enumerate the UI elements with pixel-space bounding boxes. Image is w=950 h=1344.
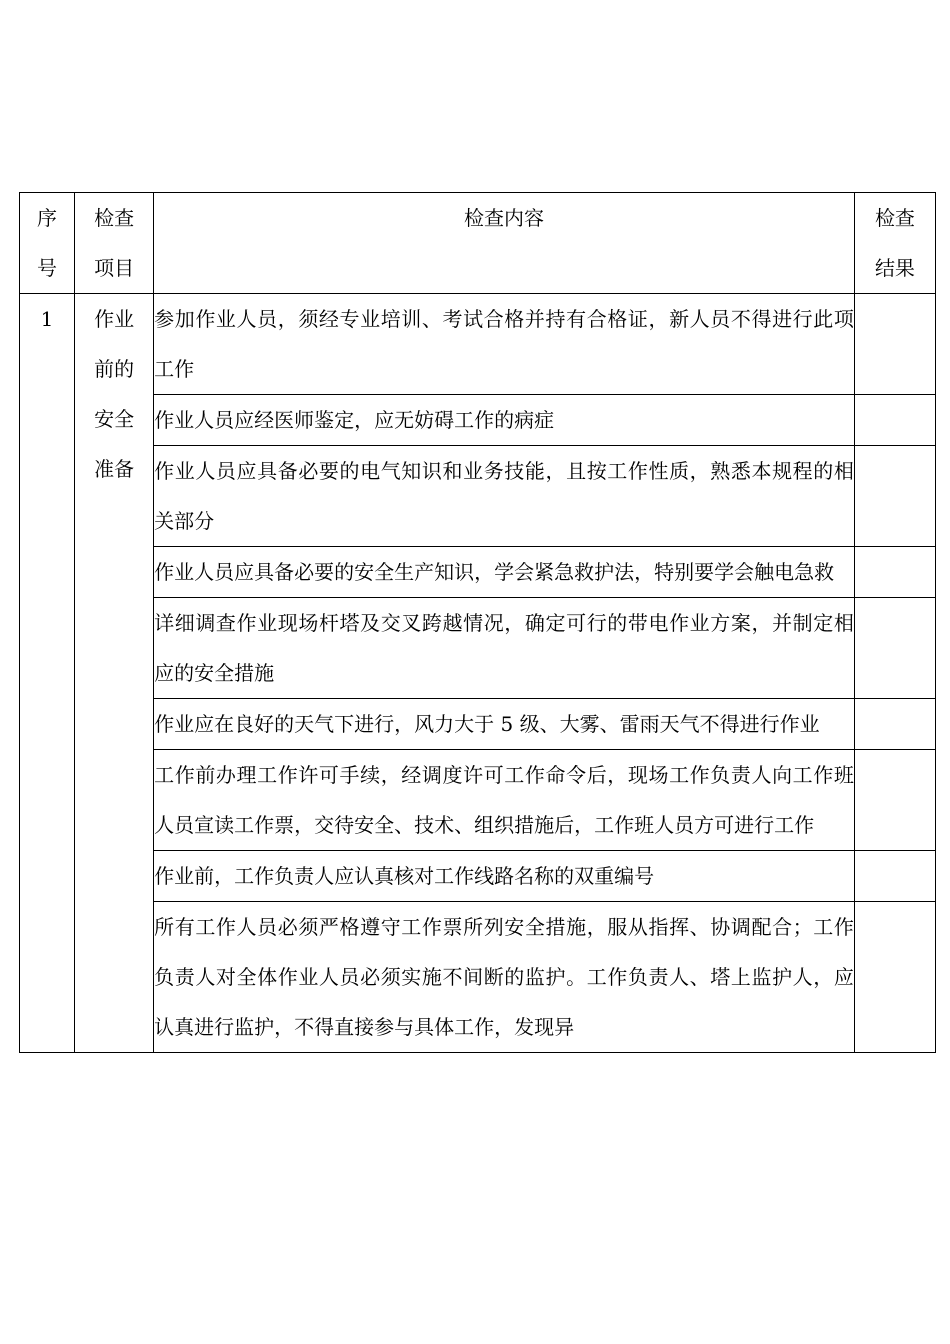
header-result-line: 检查 [874,206,915,230]
section-item-line: 前的 [94,357,135,381]
row-result[interactable] [854,851,935,902]
row-result[interactable] [854,547,935,598]
header-item-line: 项目 [94,256,135,280]
section-item [75,294,154,1053]
table-row [20,395,936,446]
row-result[interactable] [854,598,935,699]
table-row [20,699,936,750]
section-item-line: 安全 [94,407,135,431]
row-content: 作业应在良好的天气下进行，风力大于 5 级、大雾、雷雨天气不得进行作业 [154,699,855,750]
row-result[interactable] [854,294,935,395]
header-item [75,193,154,294]
row-content: 作业前，工作负责人应认真核对工作线路名称的双重编号 [154,851,855,902]
row-result[interactable] [854,395,935,446]
table-header-row [20,193,936,294]
row-content: 工作前办理工作许可手续，经调度许可工作命令后，现场工作负责人向工作班人员宣读工作票，交待安全、技术、组织措施后，工作班人员方可进行工作 [154,750,855,851]
row-content: 参加作业人员，须经专业培训、考试合格并持有合格证，新人员不得进行此项工作 [154,294,855,395]
header-seq-line: 序 [37,206,58,230]
section-seq: 1 [20,294,75,1053]
header-seq-line: 号 [37,256,58,280]
row-content: 详细调查作业现场杆塔及交叉跨越情况，确定可行的带电作业方案，并制定相应的安全措施 [154,598,855,699]
table-row [20,294,936,395]
table-row [20,902,936,1053]
header-result [854,193,935,294]
section-item-line: 作业 [94,307,135,331]
header-result-line: 结果 [874,256,915,280]
header-item-line: 检查 [94,206,135,230]
row-content: 作业人员应经医师鉴定，应无妨碍工作的病症 [154,395,855,446]
row-content: 作业人员应具备必要的电气知识和业务技能，且按工作性质，熟悉本规程的相关部分 [154,446,855,547]
table-row [20,750,936,851]
header-content: 检查内容 [154,193,855,294]
section-item-line: 准备 [94,457,135,481]
inspection-table [19,192,936,1053]
table-row [20,446,936,547]
row-result[interactable] [854,902,935,1053]
row-result[interactable] [854,699,935,750]
row-result[interactable] [854,446,935,547]
header-seq [20,193,75,294]
row-content: 所有工作人员必须严格遵守工作票所列安全措施，服从指挥、协调配合；工作负责人对全体作业人员必须实施不间断的监护。工作负责人、塔上监护人，应认真进行监护，不得直接参与具体工作，发现异 [154,902,855,1053]
table-row [20,598,936,699]
row-content: 作业人员应具备必要的安全生产知识，学会紧急救护法，特别要学会触电急救 [154,547,855,598]
table-row [20,851,936,902]
table-row [20,547,936,598]
row-result[interactable] [854,750,935,851]
